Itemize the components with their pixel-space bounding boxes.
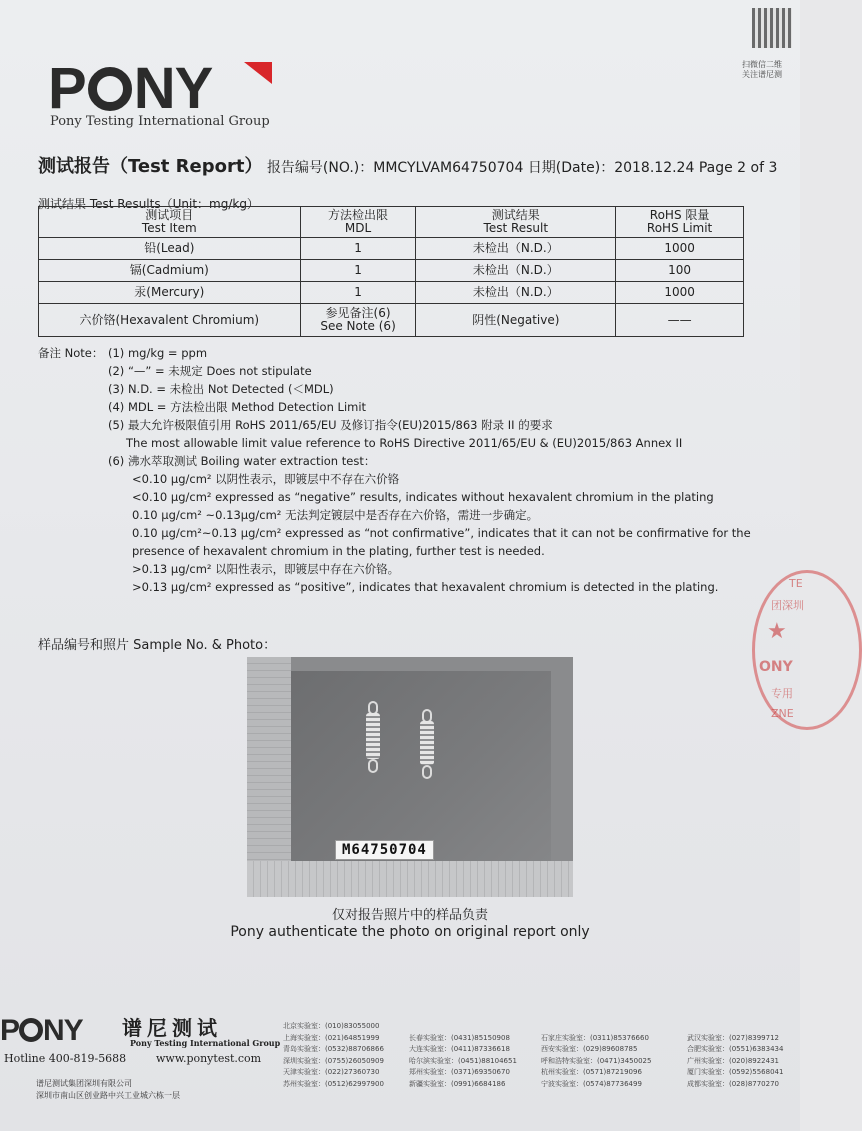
- footer-name-cn: 谱尼测试: [122, 1016, 222, 1040]
- note-6-line: 0.10 μg/cm² ~0.13μg/cm² 无法判定镀层中是否存在六价铬，需进一步确定。: [132, 508, 539, 522]
- table-row-chromium: [39, 304, 744, 337]
- report-date-label: 日期(Date)：: [527, 160, 615, 176]
- sample-photo: [247, 657, 573, 897]
- note-5-en: The most allowable limit value reference to RoHS Directive 2011/65/EU & (EU)2015/863 Annex II: [126, 436, 683, 450]
- photo-note-en: Pony authenticate the photo on original report only: [230, 924, 590, 940]
- table-cell: 未检出（N.D.）: [416, 238, 616, 260]
- note-5-cn: (5) 最大允许极限值引用 RoHS 2011/65/EU 及修订指令(EU)2015/863 附录 II 的要求: [108, 418, 553, 432]
- header-test-item: 测试项目 Test Item: [39, 207, 301, 238]
- table-row: [39, 260, 744, 282]
- footer-name-en: Pony Testing International Group: [130, 1038, 281, 1048]
- table-cell: 1: [300, 238, 416, 260]
- note-6-line: <0.10 μg/cm² expressed as “negative” results, indicates without hexavalent chromium in the plating: [132, 490, 714, 504]
- table-cell: 未检出（N.D.）: [416, 260, 616, 282]
- report-header: [38, 152, 777, 178]
- note-6-line: >0.13 μg/cm² expressed as “positive”, indicates that hexavalent chromium is detected in the plating.: [132, 580, 719, 594]
- company-seal-stamp: TE 团深圳 ★ ONY 专用 ZNE: [752, 570, 862, 730]
- table-header-row: [39, 207, 744, 238]
- table-cell: 1000: [616, 282, 744, 304]
- pony-logo: P NY: [48, 56, 213, 121]
- note-6-line: >0.13 μg/cm² 以阳性表示，即镀层中存在六价铬。: [132, 562, 400, 576]
- note-2: (2) “—” = 未规定 Does not stipulate: [108, 364, 312, 378]
- table-row: [39, 282, 744, 304]
- note-6-line: <0.10 μg/cm² 以阴性表示，即镀层中不存在六价铬: [132, 472, 400, 486]
- report-no-label: 报告编号(NO.)：: [266, 160, 374, 176]
- report-title-en: （Test Report）: [110, 156, 263, 177]
- table-cell: 镉(Cadmium): [39, 260, 301, 282]
- report-page: 扫微信二维 关注谱尼测 P NY Pony Testing International Group 测试报告（Test Report） 报告编号(NO.)：MMCYLVAM64750704 日期(Date)：2018.12.24 Page 2 of 3 测试结果 Test Results（Unit：mg/kg） 测试项目 Test Item 方法检出限 MDL 测试结果 Test Result RoHS 限量 RoHS Limit 铅(Lead) 1 未检出（N.D.） 1000 镉(Cadmium) 1 未检出（N.D.） 100 汞(Mercury) 1 未检出（N.D.） 1000 六价铬(Hexavalent Chromium) 参见备注(6) See Note (6) 阴性(Negative) —— 备注 Note： (1) mg/kg = ppm (2) “—” = 未规定 Does not stipulate (3) N.D. = 未检出 Not Detected (＜MDL) (4) MDL = 方法检出限 Method Detection Limit (5) 最大允许极限值引用 RoHS 2011/65/EU 及修订指令(EU)2015/863 附录 II 的要求 The most allowable limit value reference to RoHS Directive 2011/65/EU & (EU)2015/863 Annex II (6) 沸水萃取测试 Boiling water extraction test： <0.10 μg/cm² 以阴性表示，即镀层中不存在六价铬 <0.10 μg/cm² expressed as “negative” results, indicates without hexavalent chromium in the plating 0.10 μg/cm² ~0.13μg/cm² 无法判定镀层中是否存在六价铬，需进一步确定。 0.10 μg/cm²~0.13 μg/cm² expressed as “not confirmative”, indicates that it can not be confirmative for the presence of hexavalent chromium in the plating, further test is needed. >0.13 μg/cm² 以阳性表示，即镀层中存在六价铬。 >0.13 μg/cm² expressed as “positive”, indicates that hexavalent chromium is detected in the plating. 样品编号和照片 Sample No. & Photo： M64750704 仅对报告照片中的样品负责 Pony authenticate the photo on original report only TE 团深圳 ★ ONY 专用 ZNE P NY 谱尼测试 Pony Testing International Group Hotline 400-819-5688 www.ponytest.com 谱尼测试集团深圳有限公司 深圳市南山区创业路中兴工业城六栋一层 北京实验室：(010)83055000 上海实验室：(021)64851999 长春实验室：(0431)85150908 石家庄实验室：(0311)85376660 武汉实验室：(027)8399712 青岛实验室：(0532)88706866 大连实验室：(0411)87336618 西安实验室：(029)89608785 合肥实验室：(0551)6383434 深圳实验室：(0755)26050909 哈尔滨实验室：(0451)88104651 呼和浩特实验室：(0471)3450025 广州实验室：(020)8922431 天津实验室：(022)27360730 郑州实验室：(0371)69350670 杭州实验室：(0571)87219096 厦门实验室：(0592)5568041 苏州实验室：(0512)62997900 新疆实验室：(0991)6684186 宁波实验室：(0574)87736499 成都实验室：(028)8770270: [0, 0, 800, 1131]
- report-date-value: 2018.12.24: [614, 160, 695, 176]
- footer-address: 谱尼测试集团深圳有限公司 深圳市南山区创业路中兴工业城六栋一层: [36, 1079, 180, 1100]
- header-mdl: 方法检出限 MDL: [300, 207, 416, 238]
- spring-sample-1: [366, 713, 380, 759]
- table-cell: 参见备注(6) See Note (6): [300, 304, 416, 337]
- header-test-result: 测试结果 Test Result: [416, 207, 616, 238]
- footer-hotline: Hotline 400-819-5688: [4, 1052, 127, 1065]
- sample-caption: 样品编号和照片 Sample No. & Photo：: [38, 638, 277, 653]
- results-table: [38, 206, 744, 337]
- report-page: Page 2 of 3: [698, 160, 778, 176]
- footer-website: www.ponytest.com: [156, 1052, 262, 1065]
- report-no-value: MMCYLVAM64750704: [373, 160, 524, 176]
- spring-sample-2: [420, 721, 434, 765]
- note-6-line: 0.10 μg/cm²~0.13 μg/cm² expressed as “not confirmative”, indicates that it can not be confirmative for the: [132, 526, 751, 540]
- header-rohs-limit: RoHS 限量 RoHS Limit: [616, 207, 744, 238]
- table-cell: ——: [616, 304, 744, 337]
- table-cell: 汞(Mercury): [39, 282, 301, 304]
- table-cell: 1: [300, 282, 416, 304]
- table-cell: 100: [616, 260, 744, 282]
- note-1: (1) mg/kg = ppm: [108, 346, 208, 360]
- table-cell: 未检出（N.D.）: [416, 282, 616, 304]
- table-cell: 阴性(Negative): [416, 304, 616, 337]
- photo-note-cn: 仅对报告照片中的样品负责: [331, 908, 488, 923]
- qr-caption: 扫微信二维 关注谱尼测: [742, 60, 782, 79]
- notes-label: 备注 Note：: [38, 346, 104, 360]
- sample-number-tag: M64750704: [335, 840, 434, 860]
- table-row: [39, 238, 744, 260]
- note-3: (3) N.D. = 未检出 Not Detected (＜MDL): [108, 382, 334, 396]
- note-4: (4) MDL = 方法检出限 Method Detection Limit: [108, 400, 367, 414]
- logo-red-triangle-icon: [244, 62, 272, 84]
- note-6: (6) 沸水萃取测试 Boiling water extraction test：: [108, 454, 376, 468]
- table-cell: 1000: [616, 238, 744, 260]
- table-cell: 铅(Lead): [39, 238, 301, 260]
- note-6-line: presence of hexavalent chromium in the plating, further test is needed.: [132, 544, 545, 558]
- qr-code-icon: [752, 8, 792, 48]
- results-caption: 测试结果 Test Results（Unit：mg/kg）: [38, 197, 259, 211]
- table-cell: 六价铬(Hexavalent Chromium): [39, 304, 301, 337]
- footer-logo: P NY: [0, 1014, 83, 1047]
- logo-subtitle: Pony Testing International Group: [50, 114, 270, 129]
- report-title-cn: 测试报告: [38, 156, 110, 177]
- table-cell: 1: [300, 260, 416, 282]
